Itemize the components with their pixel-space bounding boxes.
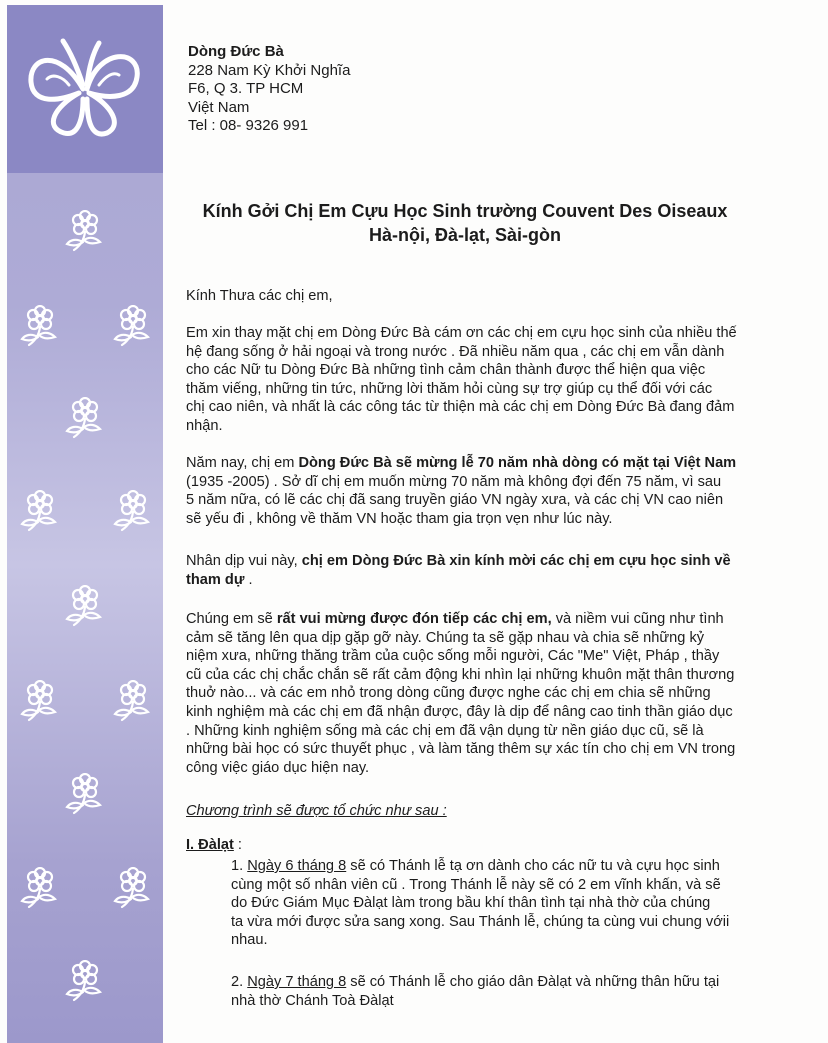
paragraph-anniversary xyxy=(186,454,806,528)
text-run: và niềm vui cũng như tình xyxy=(551,611,724,627)
text-line: (1935 -2005) . Sở dĩ chị em muốn mừng 70 năm mà không đợi đến 75 năm, vì sau xyxy=(186,473,722,490)
bold-text: Dòng Đức Bà sẽ mừng lễ 70 năm nhà dòng có mặt tại Việt Nam xyxy=(298,455,737,471)
bold-text: rất vui mừng được đón tiếp các chị em, xyxy=(276,611,552,627)
text-line xyxy=(186,552,806,571)
text-line: nhận. xyxy=(186,417,223,434)
text-run: : xyxy=(233,837,242,853)
section-title: I. Đàlạt xyxy=(186,837,234,853)
item-date: Ngày 6 tháng 8 xyxy=(247,858,347,874)
bold-text: tham dự xyxy=(186,571,245,588)
flower-icon xyxy=(110,305,156,351)
sender-district: F6, Q 3. TP HCM xyxy=(188,80,304,97)
program-heading xyxy=(186,802,806,821)
text-line: cảm sẽ tăng lên qua dịp gặp gỡ này. Chúng ta sẽ gặp nhau và chia sẽ những kỷ xyxy=(186,629,705,646)
flower-icon xyxy=(17,867,63,913)
text-line: kinh nghiệm mà các chị em đã nhận được, đây là dịp để nâng cao tinh thần giáo dục xyxy=(186,703,733,720)
text-line: cùng một số nhân viên cũ . Trong Thánh lễ này sẽ có 2 em vĩnh khấn, và sẽ xyxy=(231,876,721,893)
program-item-1 xyxy=(231,857,811,950)
text-line: công việc giáo dục hiện nay. xyxy=(186,759,370,776)
bold-text: chị em Dòng Đức Bà xin kính mời các chị em cựu học sinh về xyxy=(301,553,731,569)
flower-icon xyxy=(62,210,108,256)
sender-phone: Tel : 08- 9326 991 xyxy=(188,117,309,134)
text-line: hệ đang sống ở hải ngoại và trong nước . Đã nhiều năm qua , các chị em vẫn dành xyxy=(186,343,725,360)
flower-icon xyxy=(17,490,63,536)
text-line: cho các Nữ tu Dòng Đức Bà những tình cảm chân thành được thể hiện qua việc xyxy=(186,362,706,379)
text-line: thuở nào... và các em nhỏ trong dòng cũng được nghe các chị em chia sẽ những xyxy=(186,685,711,702)
paragraph-thanks xyxy=(186,324,806,436)
decorative-sidebar xyxy=(7,5,163,1043)
text-line xyxy=(186,836,806,855)
text-run: 2. xyxy=(231,974,248,990)
text-line xyxy=(186,454,806,473)
text-line: chị cao niên, và nhất là các công tác từ thiện mà các chị em Dòng Đức Bà đang đảm xyxy=(186,399,735,416)
text-line: 5 năm nữa, có lẽ các chị đã sang truyền giáo VN ngày xưa, và các chị VN cao niên xyxy=(186,492,724,509)
text-run: . xyxy=(244,571,253,588)
text-line: Em xin thay mặt chị em Dòng Đức Bà cám ơn các chị em cựu học sinh của nhiều thế xyxy=(186,325,737,341)
text-run: sẽ có Thánh lễ tạ ơn dành cho các nữ tu và cựu học sinh xyxy=(346,858,720,874)
text-line: thăm viếng, những tin tức, những lời thăm hỏi cùng sự trợ giúp cụ thể đối với các xyxy=(186,380,713,397)
paragraph-welcome xyxy=(186,610,806,777)
text-run: 1. xyxy=(231,858,248,874)
flower-icon xyxy=(110,867,156,913)
sender-street: 228 Nam Kỳ Khởi Nghĩa xyxy=(188,61,351,79)
item-date: Ngày 7 tháng 8 xyxy=(247,974,347,990)
flower-icon xyxy=(62,397,108,443)
program-heading-text: Chương trình sẽ được tổ chức như sau : xyxy=(186,803,447,819)
text-run: Nhân dịp vui này, xyxy=(186,553,302,569)
flower-icon xyxy=(62,960,108,1006)
sender-name: Dòng Đức Bà xyxy=(188,43,284,60)
flower-icon xyxy=(110,680,156,726)
text-line: do Đức Giám Mục Đàlạt làm trong bầu khí thân tình tại nhà thờ của chúng xyxy=(231,895,711,912)
text-line: sẽ yếu đi , không về thăm VN hoặc tham gia trọn vẹn như lúc này. xyxy=(186,510,613,527)
text-line: những bài học có sức thuyết phục , và làm tăng thêm sự xác tín cho chị em VN trong xyxy=(186,741,736,758)
text-line xyxy=(186,802,806,821)
text-line xyxy=(231,857,811,876)
butterfly-logo-icon xyxy=(19,27,149,147)
greeting-text: Kính Thưa các chị em, xyxy=(186,288,333,304)
text-line: . Những kinh nghiệm sống mà các chị em đã vận dụng từ nền giáo dục cũ, sẽ là xyxy=(186,722,704,739)
text-line: nhau. xyxy=(231,932,268,949)
letter-title xyxy=(170,199,760,247)
program-item-2 xyxy=(231,973,811,1010)
text-line: nhà thờ Chánh Toà Đàlạt xyxy=(231,992,394,1009)
paragraph-invitation xyxy=(186,552,806,589)
text-line xyxy=(186,610,806,629)
text-line: ta vừa mới được sửa sang xong. Sau Thánh lễ, chúng ta cùng vui chung vớii xyxy=(231,913,730,930)
text-line xyxy=(231,973,811,992)
text-run: sẽ có Thánh lễ cho giáo dân Đàlạt và những thân hữu tại xyxy=(346,974,720,990)
text-run: Năm nay, chị em xyxy=(186,455,299,471)
title-line-2: Hà-nội, Đà-lạt, Sài-gòn xyxy=(368,225,561,245)
sender-country: Việt Nam xyxy=(188,98,250,116)
flower-icon xyxy=(17,305,63,351)
flower-icon xyxy=(110,490,156,536)
text-run: Chúng em sẽ xyxy=(186,611,277,627)
flower-icon xyxy=(62,585,108,631)
flower-icon xyxy=(17,680,63,726)
sender-address-block xyxy=(188,43,350,136)
flower-icon xyxy=(62,773,108,819)
title-line-1: Kính Gởi Chị Em Cựu Học Sinh trường Couvent Des Oiseaux xyxy=(202,201,728,221)
section-dalat-heading xyxy=(186,836,806,855)
logo-box xyxy=(7,5,163,173)
text-line: niệm xưa, những thăng trầm của cuộc sống mỗi người, Các "Me" Việt, Pháp , thầy xyxy=(186,648,720,665)
greeting xyxy=(186,287,806,306)
text-line xyxy=(186,571,806,590)
text-line: cũ của các chị chắc chắn sẽ rất cảm động khi nhìn lại những khuôn mặt thân thương xyxy=(186,666,735,683)
